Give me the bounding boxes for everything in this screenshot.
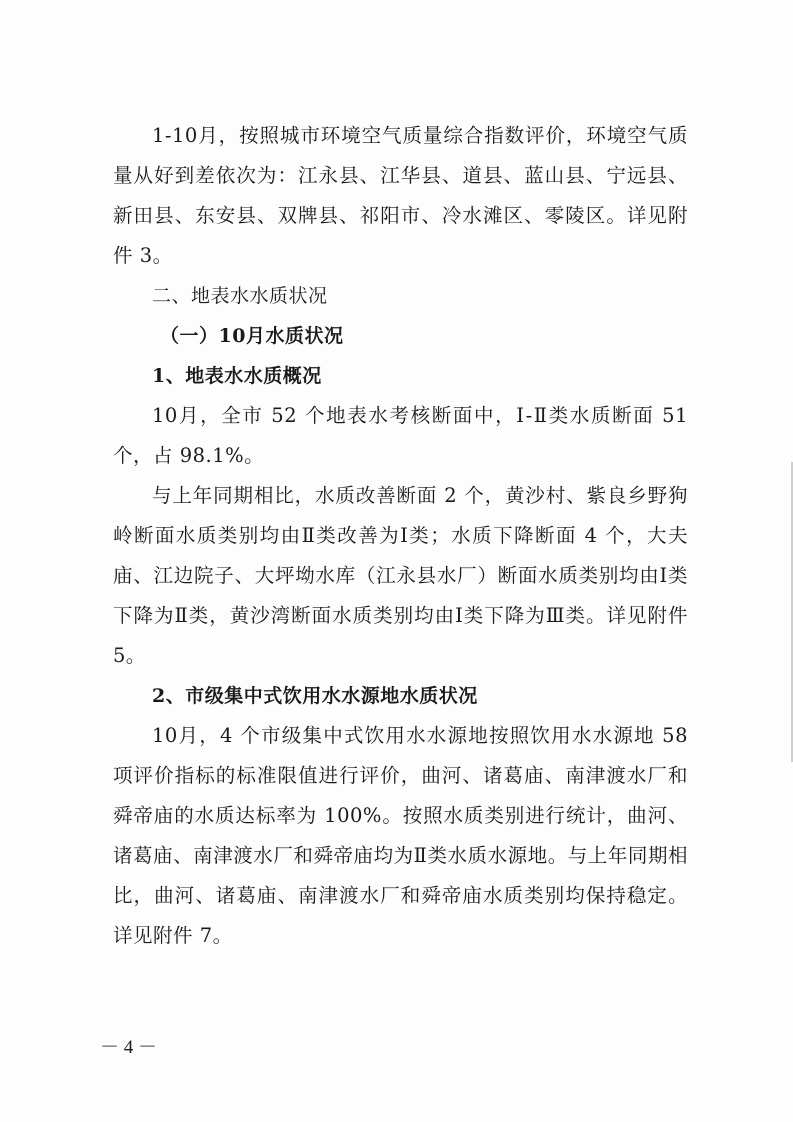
section-heading-surface-water: 二、地表水水质状况	[152, 285, 328, 307]
item-heading-drinking-water-sources: 2、市级集中式饮用水水源地水质状况	[152, 685, 478, 707]
paragraph-assessment-sections: 10月，全市 52 个地表水考核断面中，Ⅰ-Ⅱ类水质断面 51 个，占 98.1%。	[113, 404, 688, 467]
document-body	[113, 116, 688, 956]
item-heading-surface-water-overview: 1、地表水水质概况	[152, 365, 322, 387]
paragraph-year-on-year-comparison: 与上年同期相比，水质改善断面 2 个，黄沙村、紫良乡野狗岭断面水质类别均由Ⅱ类改善为Ⅰ类；水质下降断面 4 个，大夫庙、江边院子、大坪坳水库（江永县水厂）断面水质类别均由Ⅰ类下降为Ⅱ类，黄沙湾断面水质类别均由Ⅰ类下降为Ⅲ类。详见附件 5。	[113, 484, 688, 667]
paragraph-drinking-water-evaluation: 10月，4 个市级集中式饮用水水源地按照饮用水水源地 58 项评价指标的标准限值进行评价，曲河、诸葛庙、南津渡水厂和舜帝庙的水质达标率为 100%。按照水质类别进行统计，曲河、诸葛庙、南津渡水厂和舜帝庙均为Ⅱ类水质水源地。与上年同期相比，曲河、诸葛庙、南津渡水厂和舜帝庙水质类别均保持稳定。详见附件 7。	[113, 724, 688, 947]
subsection-heading-october-water: （一）10月水质状况	[160, 325, 344, 347]
page-number: － 4 －	[100, 1037, 158, 1058]
paragraph-air-quality-ranking: 1-10月，按照城市环境空气质量综合指数评价，环境空气质量从好到差依次为：江永县、江华县、道县、蓝山县、宁远县、新田县、东安县、双牌县、祁阳市、冷水滩区、零陵区。详见附件 3。	[113, 124, 688, 267]
